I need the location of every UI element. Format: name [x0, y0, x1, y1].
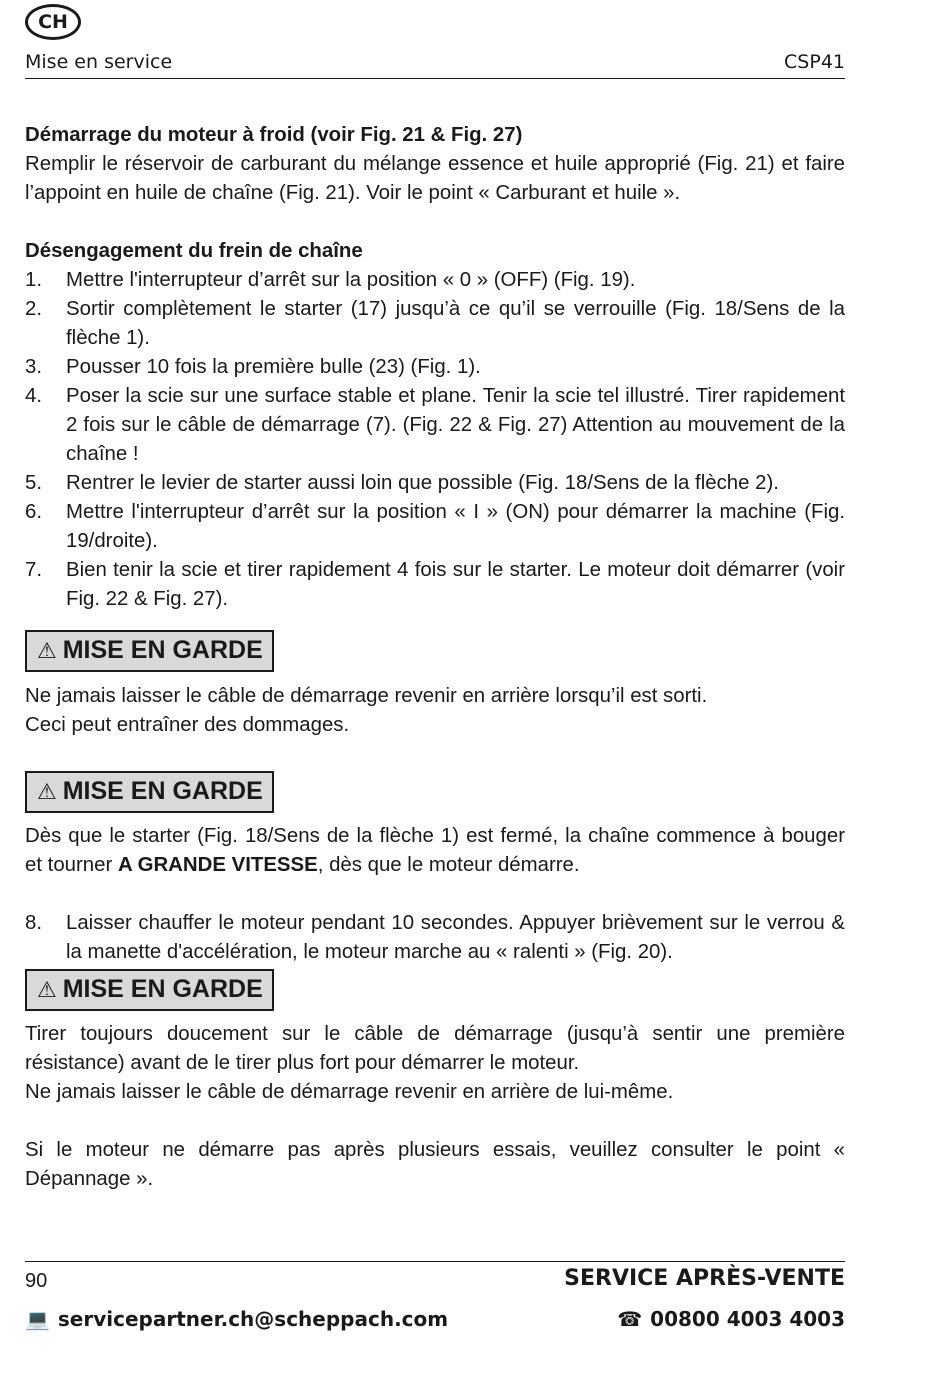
warning-box-2: ⚠ MISE EN GARDE [25, 771, 274, 813]
computer-icon: 💻 [25, 1307, 50, 1331]
warning-2-text: Dès que le starter (Fig. 18/Sens de la flèche 1) est fermé, la chaîne commence à bouger et tourner A GRANDE VITESSE, dès que le moteur démarre. [25, 825, 845, 876]
page-number: 90 [25, 1270, 48, 1292]
service-title: SERVICE APRÈS-VENTE [564, 1266, 845, 1291]
brake-heading: Désengagement du frein de chaîne [25, 240, 363, 262]
header-rule [25, 78, 845, 79]
country-badge: CH [25, 4, 81, 40]
warning-3-text-2: Ne jamais laisser le câble de démarrage revenir en arrière de lui-même. [25, 1081, 674, 1103]
footer-rule [25, 1261, 845, 1262]
warning-1-line-2: Ceci peut entraîner des dommages. [25, 714, 350, 736]
list-item: 4. Poser la scie sur une surface stable et plane. Tenir la scie tel illustré. Tirer rapidement 2 fois sur le câble de démarrage (7). (Fig. 22 & Fig. 27) Attention au mouvement de la chaîne ! [25, 385, 845, 465]
list-item: 7. Bien tenir la scie et tirer rapidement 4 fois sur le starter. Le moteur doit démarrer (voir Fig. 22 & Fig. 27). [25, 559, 845, 610]
service-phone: ☎ 00800 4003 4003 [617, 1307, 845, 1331]
list-item: 6. Mettre l'interrupteur d’arrêt sur la position « I » (ON) pour démarrer la machine (Fig. 19/droite). [25, 501, 845, 552]
warning-box-3: ⚠ MISE EN GARDE [25, 969, 274, 1011]
brake-steps [25, 266, 845, 614]
warning-3-text-1: Tirer toujours doucement sur le câble de démarrage (jusqu’à sentir une première résistance) avant de le tirer plus fort pour démarrer le moteur. [25, 1023, 845, 1074]
warning-triangle-icon: ⚠ [37, 780, 57, 805]
warning-box-1: ⚠ MISE EN GARDE [25, 630, 274, 672]
page-content [25, 121, 845, 1194]
step-8-list [25, 909, 845, 967]
warning-triangle-icon: ⚠ [37, 639, 57, 664]
cold-start-heading: Démarrage du moteur à froid (voir Fig. 21 & Fig. 27) [25, 124, 523, 146]
list-item: 2. Sortir complètement le starter (17) jusqu’à ce qu’il se verrouille (Fig. 18/Sens de la flèche 1). [25, 298, 845, 349]
section-title: Mise en service [25, 51, 173, 73]
list-item: 1. Mettre l'interrupteur d’arrêt sur la position « 0 » (OFF) (Fig. 19). [25, 269, 636, 291]
warning-1-line-1: Ne jamais laisser le câble de démarrage revenir en arrière lorsqu’il est sorti. [25, 685, 708, 707]
model-name: CSP41 [784, 51, 845, 73]
list-item: 3. Pousser 10 fois la première bulle (23) (Fig. 1). [25, 356, 481, 378]
service-email: 💻 servicepartner.ch@scheppach.com [25, 1307, 449, 1331]
telephone-icon: ☎ [617, 1307, 643, 1331]
list-item: 8. Laisser chauffer le moteur pendant 10 secondes. Appuyer brièvement sur le verrou & la manette d'accélération, le moteur marche au « ralenti » (Fig. 20). [25, 912, 845, 963]
warning-triangle-icon: ⚠ [37, 978, 57, 1003]
cold-start-text: Remplir le réservoir de carburant du mélange essence et huile approprié (Fig. 21) et faire l’appoint en huile de chaîne (Fig. 21). Voir le point « Carburant et huile ». [25, 153, 845, 204]
list-item: 5. Rentrer le levier de starter aussi loin que possible (Fig. 18/Sens de la flèche 2). [25, 472, 779, 494]
troubleshoot-text: Si le moteur ne démarre pas après plusieurs essais, veuillez consulter le point « Dépannage ». [25, 1139, 845, 1190]
